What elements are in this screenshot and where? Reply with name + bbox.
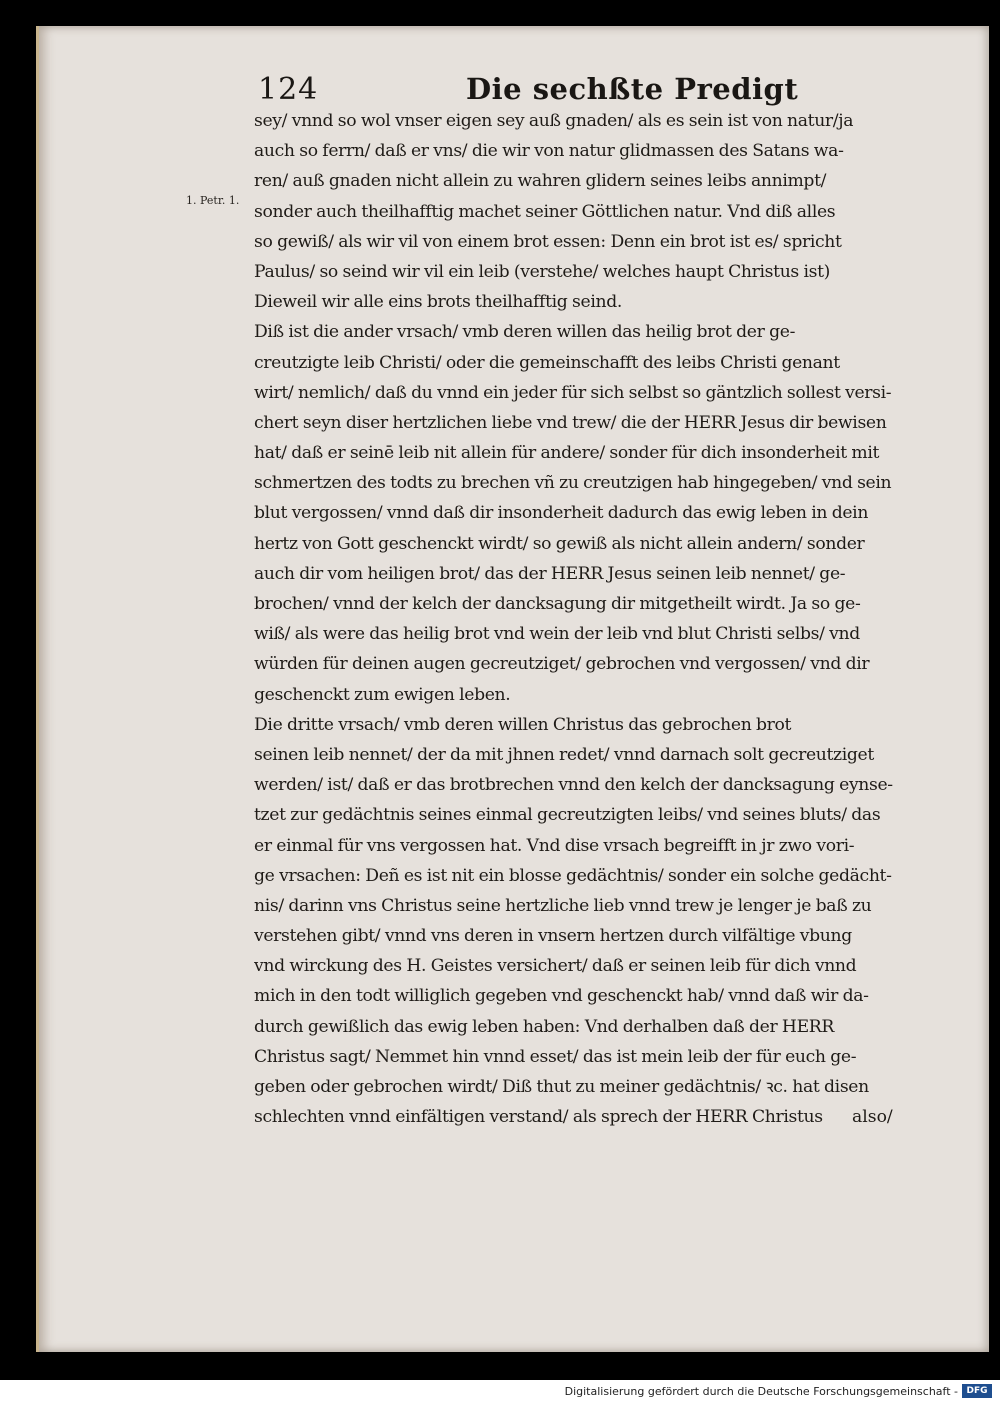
text-line: brochen/ vnnd der kelch der dancksagung dir mitgetheilt wirdt. Ja so ge- — [254, 594, 861, 614]
text-line: wirt/ nemlich/ daß du vnnd ein jeder für sich selbst so gäntzlich sollest versi- — [254, 382, 892, 403]
body-text — [254, 106, 922, 1132]
text-line: so gewiß/ als wir vil von einem brot essen: Denn ein brot ist es/ spricht — [254, 231, 842, 252]
page-number: 124 — [258, 72, 319, 107]
text-line: verstehen gibt/ vnnd vns deren in vnsern hertzen durch vilfältige vbung — [254, 926, 852, 947]
text-line: auch so ferrn/ daß er vns/ die wir von natur glidmassen des Satans wa- — [254, 141, 844, 162]
text-line: blut vergossen/ vnnd daß dir insonderheit dadurch das ewig leben in dein — [254, 503, 869, 524]
text-line: ge vrsachen: Deñ es ist nit ein blosse gedächtnis/ sonder ein solche gedächt- — [254, 865, 892, 886]
text-line: auch dir vom heiligen brot/ das der HERR Jesus seinen leib nennet/ ge- — [254, 563, 846, 584]
text-line: schlechten vnnd einfältigen verstand/ als sprech der HERR Christus — [254, 1107, 823, 1128]
text-line: durch gewißlich das ewig leben haben: Vnd derhalben daß der HERR — [254, 1016, 834, 1037]
text-line: geben oder gebrochen wirdt/ Diß thut zu meiner gedächtnis/ ꝛc. hat disen — [254, 1077, 869, 1097]
text-line: geschenckt zum ewigen leben. — [254, 684, 511, 705]
text-line: seinen leib nennet/ der da mit jhnen redet/ vnnd darnach solt gecreutziget — [254, 744, 874, 765]
catchword: also/ — [852, 1107, 893, 1127]
text-line: vnd wirckung des H. Geistes versichert/ daß er seinen leib für dich vnnd — [254, 956, 857, 977]
text-line: sey/ vnnd so wol vnser eigen sey auß gnaden/ als es sein ist von natur/ja — [254, 111, 854, 131]
text-line: nis/ darinn vns Christus seine hertzliche lieb vnnd trew je lenger je baß zu — [254, 895, 872, 916]
footer-credit: Digitalisierung gefördert durch die Deutsche Forschungsgemeinschaft - — [564, 1385, 958, 1398]
dfg-logo: DFG — [962, 1384, 992, 1398]
text-line: creutzigte leib Christi/ oder die gemeinschafft des leibs Christi genant — [254, 352, 840, 373]
text-line: wiß/ als were das heilig brot vnd wein der leib vnd blut Christi selbs/ vnd — [254, 624, 860, 645]
text-line: chert seyn diser hertzlichen liebe vnd trew/ die der HERR Jesus dir bewisen — [254, 412, 887, 433]
text-line: Christus sagt/ Nemmet hin vnnd esset/ das ist mein leib der für euch ge- — [254, 1046, 857, 1067]
margin-note: 1. Petr. 1. — [186, 194, 240, 207]
text-line: Dieweil wir alle eins brots theilhafftig seind. — [254, 292, 622, 313]
text-line: ren/ auß gnaden nicht allein zu wahren glidern seines leibs annimpt/ — [254, 171, 827, 192]
text-line: Diß ist die ander vrsach/ vmb deren willen das heilig brot der ge- — [254, 322, 796, 343]
text-line: würden für deinen augen gecreutziget/ gebrochen vnd vergossen/ vnd dir — [254, 654, 870, 675]
text-line: hat/ daß er seinē leib nit allein für andere/ sonder für dich insonderheit mit — [254, 443, 880, 464]
text-line: werden/ ist/ daß er das brotbrechen vnnd den kelch der dancksagung eynse- — [254, 775, 893, 796]
text-line: hertz von Gott geschenckt wirdt/ so gewiß als nicht allein andern/ sonder — [254, 533, 865, 554]
text-line: mich in den todt williglich gegeben vnd geschenckt hab/ vnnd daß wir da- — [254, 986, 869, 1007]
text-line: schmertzen des todts zu brechen vñ zu creutzigen hab hingegeben/ vnd sein — [254, 473, 892, 494]
footer-bar — [0, 1380, 1000, 1403]
running-head: Die sechßte Predigt — [466, 72, 799, 106]
text-line: Paulus/ so seind wir vil ein leib (verstehe/ welches haupt Christus ist) — [254, 261, 831, 282]
text-line: er einmal für vns vergossen hat. Vnd dise vrsach begreifft in jr zwo vori- — [254, 835, 855, 856]
text-line: tzet zur gedächtnis seines einmal gecreutzigten leibs/ vnd seines bluts/ das — [254, 805, 881, 826]
text-line: sonder auch theilhafftig machet seiner Göttlichen natur. Vnd diß alles — [254, 201, 836, 222]
text-line: Die dritte vrsach/ vmb deren willen Christus das gebrochen brot — [254, 714, 792, 735]
